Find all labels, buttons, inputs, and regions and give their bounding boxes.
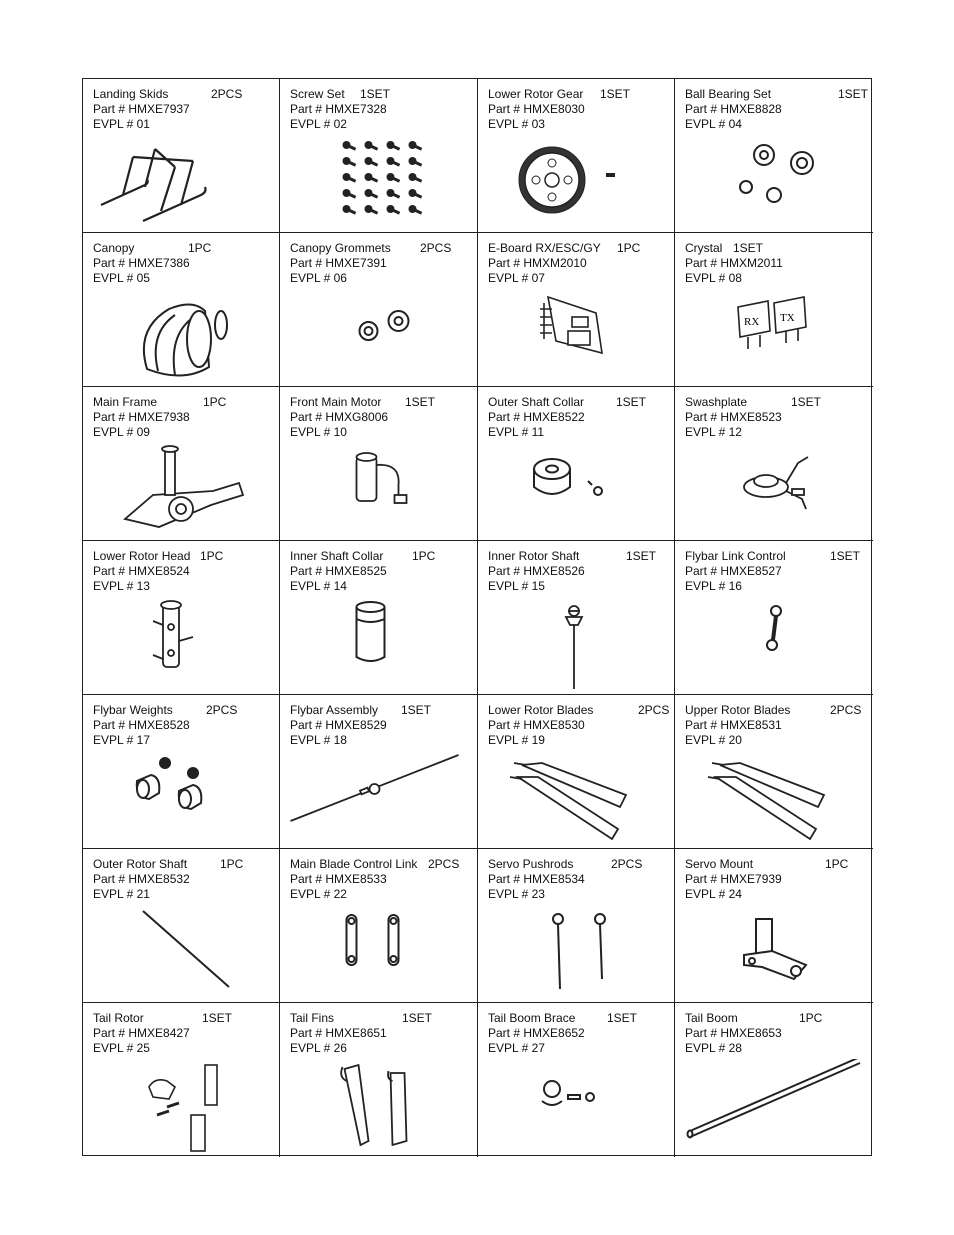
part-name: Tail Fins [290, 1011, 335, 1025]
evpl-number: EVPL # 17 [93, 733, 150, 747]
part-name: Upper Rotor Blades [685, 703, 791, 717]
part-cell [478, 387, 675, 541]
swashplate-icon [675, 443, 873, 537]
part-number: Part # HMXE8653 [685, 1026, 782, 1040]
part-name: Canopy [93, 241, 135, 255]
part-number: Part # HMXE8532 [93, 872, 190, 886]
part-number: Part # HMXE8030 [488, 102, 585, 116]
part-quantity: 2PCS [638, 703, 670, 717]
crystal-label: TX [780, 312, 795, 324]
part-name: Ball Bearing Set [685, 87, 772, 101]
evpl-number: EVPL # 01 [93, 117, 150, 131]
part-cell [83, 541, 280, 695]
evpl-number: EVPL # 12 [685, 425, 742, 439]
part-number: Part # HMXE7938 [93, 410, 190, 424]
landing-skids-icon [83, 135, 279, 229]
part-quantity: 1SET [616, 395, 647, 409]
part-name: Screw Set [290, 87, 345, 101]
part-name: Tail Boom Brace [488, 1011, 576, 1025]
part-cell [675, 1003, 873, 1157]
part-name: Flybar Weights [93, 703, 173, 717]
evpl-number: EVPL # 20 [685, 733, 742, 747]
part-quantity: 1SET [405, 395, 436, 409]
shaft-collar-icon [478, 443, 674, 537]
crystal-label: RX [744, 316, 760, 328]
part-name: Tail Boom [685, 1011, 738, 1025]
part-quantity: 1SET [830, 549, 861, 563]
evpl-number: EVPL # 06 [290, 271, 347, 285]
part-name: Servo Mount [685, 857, 754, 871]
part-name: Landing Skids [93, 87, 169, 101]
rotor-blades-icon [478, 751, 674, 845]
part-number: Part # HMXE7328 [290, 102, 387, 116]
part-quantity: 2PCS [211, 87, 243, 101]
part-quantity: 1PC [220, 857, 244, 871]
part-quantity: 2PCS [830, 703, 862, 717]
part-quantity: 1SET [600, 87, 631, 101]
part-number: Part # HMXE8651 [290, 1026, 387, 1040]
part-quantity: 1SET [626, 549, 657, 563]
part-cell [83, 849, 280, 1003]
tail-fins-icon [280, 1059, 477, 1153]
evpl-number: EVPL # 13 [93, 579, 150, 593]
part-quantity: 1SET [607, 1011, 638, 1025]
evpl-number: EVPL # 04 [685, 117, 742, 131]
part-quantity: 1PC [799, 1011, 823, 1025]
rotor-blades-icon [675, 751, 873, 845]
part-number: Part # HMXG8006 [290, 410, 389, 424]
part-name: Flybar Link Control [685, 549, 786, 563]
evpl-number: EVPL # 14 [290, 579, 347, 593]
part-number: Part # HMXE7391 [290, 256, 387, 270]
part-quantity: 2PCS [206, 703, 238, 717]
part-number: Part # HMXE8528 [93, 718, 190, 732]
part-number: Part # HMXE8531 [685, 718, 782, 732]
part-name: Outer Shaft Collar [488, 395, 585, 409]
part-number: Part # HMXE8533 [290, 872, 387, 886]
main-frame-icon [83, 443, 279, 537]
part-cell [280, 1003, 478, 1157]
part-number: Part # HMXM2011 [685, 256, 783, 270]
part-cell [675, 233, 873, 387]
part-number: Part # HMXE8529 [290, 718, 387, 732]
part-cell [280, 541, 478, 695]
part-name: Flybar Assembly [290, 703, 379, 717]
flybar-assembly-icon [280, 751, 477, 845]
evpl-number: EVPL # 08 [685, 271, 742, 285]
evpl-number: EVPL # 15 [488, 579, 545, 593]
part-cell [280, 233, 478, 387]
part-quantity: 2PCS [420, 241, 452, 255]
part-cell [280, 849, 478, 1003]
part-number: Part # HMXE8534 [488, 872, 585, 886]
part-cell [478, 695, 675, 849]
part-cell [675, 541, 873, 695]
part-name: Main Blade Control Link [290, 857, 418, 871]
part-cell [280, 387, 478, 541]
part-cell [478, 79, 675, 233]
part-quantity: 1PC [188, 241, 212, 255]
part-quantity: 1SET [791, 395, 822, 409]
part-quantity: 1PC [825, 857, 849, 871]
part-name: Lower Rotor Blades [488, 703, 594, 717]
part-name: Servo Pushrods [488, 857, 574, 871]
part-quantity: 1PC [200, 549, 224, 563]
part-name: Lower Rotor Gear [488, 87, 584, 101]
part-number: Part # HMXE8524 [93, 564, 190, 578]
part-quantity: 1SET [401, 703, 432, 717]
evpl-number: EVPL # 03 [488, 117, 545, 131]
part-name: Inner Rotor Shaft [488, 549, 580, 563]
part-number: Part # HMXE8652 [488, 1026, 585, 1040]
evpl-number: EVPL # 18 [290, 733, 347, 747]
part-quantity: 1SET [733, 241, 764, 255]
eboard-icon [478, 289, 674, 383]
evpl-number: EVPL # 24 [685, 887, 742, 901]
part-cell [478, 849, 675, 1003]
evpl-number: EVPL # 28 [685, 1041, 742, 1055]
motor-icon [280, 443, 477, 537]
part-cell [83, 387, 280, 541]
part-number: Part # HMXE7939 [685, 872, 782, 886]
evpl-number: EVPL # 26 [290, 1041, 347, 1055]
part-name: Lower Rotor Head [93, 549, 191, 563]
inner-shaft-icon [478, 597, 674, 691]
part-cell [675, 695, 873, 849]
part-cell [478, 233, 675, 387]
part-cell [478, 1003, 675, 1157]
flybar-weights-icon [83, 751, 279, 845]
part-quantity: 1PC [412, 549, 436, 563]
rotor-gear-icon [478, 135, 674, 229]
part-cell [675, 387, 873, 541]
part-quantity: 2PCS [611, 857, 643, 871]
part-quantity: 2PCS [428, 857, 460, 871]
canopy-icon [83, 289, 279, 383]
evpl-number: EVPL # 10 [290, 425, 347, 439]
part-name: Front Main Motor [290, 395, 382, 409]
part-name: Swashplate [685, 395, 748, 409]
part-name: Canopy Grommets [290, 241, 391, 255]
inner-collar-icon [280, 597, 477, 691]
servo-mount-icon [675, 905, 873, 999]
part-quantity: 1SET [402, 1011, 433, 1025]
part-cell [675, 849, 873, 1003]
part-name: E-Board RX/ESC/GY [488, 241, 601, 255]
part-number: Part # HMXE8526 [488, 564, 585, 578]
part-cell [83, 695, 280, 849]
part-name: Outer Rotor Shaft [93, 857, 188, 871]
evpl-number: EVPL # 19 [488, 733, 545, 747]
part-number: Part # HMXE7937 [93, 102, 190, 116]
part-quantity: 1SET [202, 1011, 233, 1025]
control-link-icon [280, 905, 477, 999]
part-quantity: 1SET [838, 87, 869, 101]
evpl-number: EVPL # 27 [488, 1041, 545, 1055]
part-name: Main Frame [93, 395, 158, 409]
part-name: Tail Rotor [93, 1011, 144, 1025]
crystal-icon [675, 289, 873, 383]
evpl-number: EVPL # 21 [93, 887, 150, 901]
evpl-number: EVPL # 22 [290, 887, 347, 901]
evpl-number: EVPL # 02 [290, 117, 347, 131]
part-cell [83, 1003, 280, 1157]
part-number: Part # HMXE8530 [488, 718, 585, 732]
evpl-number: EVPL # 07 [488, 271, 545, 285]
tail-boom-icon [675, 1059, 873, 1153]
rotor-head-icon [83, 597, 279, 691]
outer-shaft-icon [83, 905, 279, 999]
part-quantity: 1PC [617, 241, 641, 255]
tail-rotor-icon [83, 1059, 279, 1153]
part-number: Part # HMXE8523 [685, 410, 782, 424]
part-name: Inner Shaft Collar [290, 549, 384, 563]
part-name: Crystal [685, 241, 723, 255]
evpl-number: EVPL # 09 [93, 425, 150, 439]
pushrods-icon [478, 905, 674, 999]
part-cell [83, 79, 280, 233]
evpl-number: EVPL # 11 [488, 425, 545, 439]
part-number: Part # HMXM2010 [488, 256, 587, 270]
part-number: Part # HMXE8427 [93, 1026, 190, 1040]
part-number: Part # HMXE7386 [93, 256, 190, 270]
part-cell [280, 79, 478, 233]
part-number: Part # HMXE8828 [685, 102, 782, 116]
part-quantity: 1PC [203, 395, 227, 409]
part-cell [675, 79, 873, 233]
evpl-number: EVPL # 05 [93, 271, 150, 285]
evpl-number: EVPL # 25 [93, 1041, 150, 1055]
flybar-link-icon [675, 597, 873, 691]
part-quantity: 1SET [360, 87, 391, 101]
boom-brace-icon [478, 1059, 674, 1153]
grommets-icon [280, 289, 477, 383]
part-cell [83, 233, 280, 387]
part-cell [478, 541, 675, 695]
part-cell [280, 695, 478, 849]
part-number: Part # HMXE8527 [685, 564, 782, 578]
part-number: Part # HMXE8525 [290, 564, 387, 578]
screw-set-icon [280, 135, 477, 229]
evpl-number: EVPL # 16 [685, 579, 742, 593]
part-number: Part # HMXE8522 [488, 410, 585, 424]
ball-bearing-icon [675, 135, 873, 229]
evpl-number: EVPL # 23 [488, 887, 545, 901]
parts-grid [82, 78, 872, 1156]
